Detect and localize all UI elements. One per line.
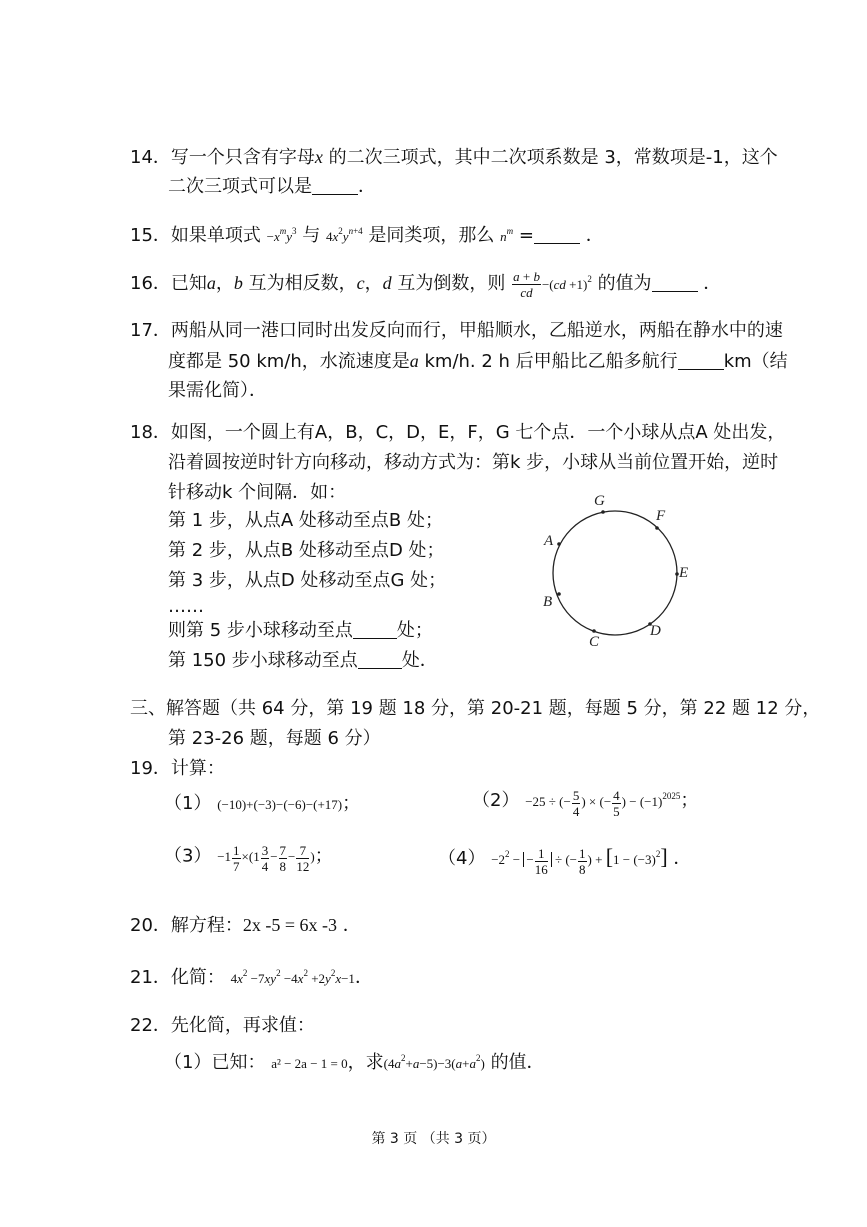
question-16: 16．已知a，b 互为相反数，c，d 互为倒数，则 $\frac{a + b}{cd}$ −(cd +1)$^2$ 的值为 ． xyxy=(130,268,722,300)
label-B: B xyxy=(543,594,553,610)
point-G xyxy=(601,510,605,514)
answer-blank[interactable] xyxy=(652,275,698,292)
monomial-1: $-x^my^3$ xyxy=(266,226,297,244)
expression-1: (−10)+(−3)−(−6)−(+17) xyxy=(217,797,343,812)
question-17: 17．两船从同一港口同时出发反向而行，甲船顺水，乙船逆水，两船在静水中的速 xyxy=(130,320,783,341)
q19-part2: （2） −25 ÷ (− $\frac{5}{4}$ ) × (− $\frac{4}{5}$ ) − $(-1)^{2025}$； xyxy=(472,787,699,819)
question-18-line2: 沿着圆按逆时针方向移动，移动方式为：第k 步，小球从当前位置开始，逆时 xyxy=(168,452,779,473)
circle-diagram xyxy=(530,488,700,654)
expr-cd-plus-1: −(cd +1)$^2$ xyxy=(541,274,592,292)
question-18-ask1: 则第 5 步小球移动至点 处； xyxy=(168,620,433,641)
given-equation: a² − 2a − 1 = 0 xyxy=(271,1056,348,1071)
q19-part3: （3） −1 $\frac{1}{7}$ ×(1 $\frac{3}{4}$ − $\frac{7}{8}$ − $\frac{7}{12}$ )； xyxy=(164,843,333,874)
question-14-line2: 二次三项式可以是 ． xyxy=(168,176,376,197)
question-18-step2: 第 2 步，从点B 处移动至点D 处； xyxy=(168,540,445,561)
fraction-ab-cd: $\frac{a + b}{cd}$ xyxy=(513,268,540,300)
question-20: 20．解方程：2x -5 = 6x -3 ． xyxy=(130,915,361,936)
expression-2: −25 ÷ (− $\frac{5}{4}$ ) × (− $\frac{4}{5}$ ) − $(-1)^{2025}$ xyxy=(525,787,681,819)
q19-part4: $(4) -2^2$ − − $\frac{1}{16}$ ÷ (− $\frac{1}{8}$ ) + $[1 - (-3)^2]$ ． xyxy=(438,844,692,877)
question-19: 19．计算： xyxy=(130,758,225,779)
question-15: 15．如果单项式 $-x^my^3$ 与 $4x^2y^{n+4}$ 是同类项，那么 $n^m$ = ． xyxy=(130,225,604,246)
question-17-line3: 果需化简）． xyxy=(168,380,267,401)
equation: 2x -5 = 6x -3 xyxy=(242,915,338,935)
answer-blank[interactable] xyxy=(312,178,358,195)
answer-blank[interactable] xyxy=(358,652,402,669)
answer-blank[interactable] xyxy=(534,227,580,244)
q19-part1: （1） (−10)+(−3)−(−6)−(+17)； xyxy=(164,793,361,814)
expression-21: $4x^2 -7xy^2 -4x^2 +2y^2x-1$ xyxy=(230,968,355,986)
q22-part1: （1）已知： a² − 2a − 1 = 0，求$(4a^2+a-5)-3(a+a^2)$ 的值． xyxy=(164,1052,545,1073)
question-18-dots: …… xyxy=(168,596,204,617)
answer-blank[interactable] xyxy=(678,353,724,370)
label-F: F xyxy=(656,508,666,524)
expression-3: −1 $\frac{1}{7}$ ×(1 $\frac{3}{4}$ − $\frac{7}{8}$ − $\frac{7}{12}$ ) xyxy=(217,843,315,874)
page-footer: 第 3 页 （共 3 页） xyxy=(371,1131,496,1147)
label-G: G xyxy=(594,493,605,509)
point-F xyxy=(655,526,659,530)
section-3-heading-line2: 第 23-26 题，每题 6 分） xyxy=(168,728,381,749)
question-22: 22．先化简，再求值： xyxy=(130,1015,315,1036)
section-3-heading: 三、解答题（共 64 分，第 19 题 18 分，第 20-21 题，每题 5 分，第 22 题 12 分， xyxy=(130,698,821,719)
question-18-line3: 针移动k 个间隔．如： xyxy=(168,482,347,503)
label-C: C xyxy=(589,634,600,650)
expression-4: $-2^2$ − − $\frac{1}{16}$ ÷ (− $\frac{1}{8}$ ) + $[1 - (-3)^2]$ xyxy=(491,844,668,877)
question-17-line2: 度都是 50 km/h，水流速度是a km/h. 2 h 后甲船比乙船多航行 km（结 xyxy=(168,351,788,372)
point-B xyxy=(557,592,561,596)
n-power-m: $n^m$ xyxy=(500,226,514,244)
question-18-ask2: 第 150 步小球移动至点 处． xyxy=(168,650,438,671)
circle xyxy=(553,511,677,635)
answer-blank[interactable] xyxy=(353,622,397,639)
point-A xyxy=(557,542,561,546)
question-21: 21．化简： $4x^2 -7xy^2 -4x^2 +2y^2x-1$． xyxy=(130,967,373,988)
question-18: 18．如图，一个圆上有A，B，C，D，E，F，G 七个点．一个小球从点A 处出发， xyxy=(130,422,786,443)
expression-22: $(4a^2+a-5)-3(a+a^2)$ xyxy=(383,1053,485,1071)
question-18-step3: 第 3 步，从点D 处移动至点G 处； xyxy=(168,570,447,591)
label-E: E xyxy=(679,565,689,581)
label-A: A xyxy=(544,533,554,549)
question-18-step1: 第 1 步，从点A 处移动至点B 处； xyxy=(168,510,443,531)
monomial-2: $4x^2y^{n+4}$ xyxy=(326,226,363,244)
point-C xyxy=(592,629,596,633)
question-14: 14．写一个只含有字母x 的二次三项式，其中二次项系数是 3，常数项是-1，这个 xyxy=(130,147,778,168)
label-D: D xyxy=(650,623,661,639)
